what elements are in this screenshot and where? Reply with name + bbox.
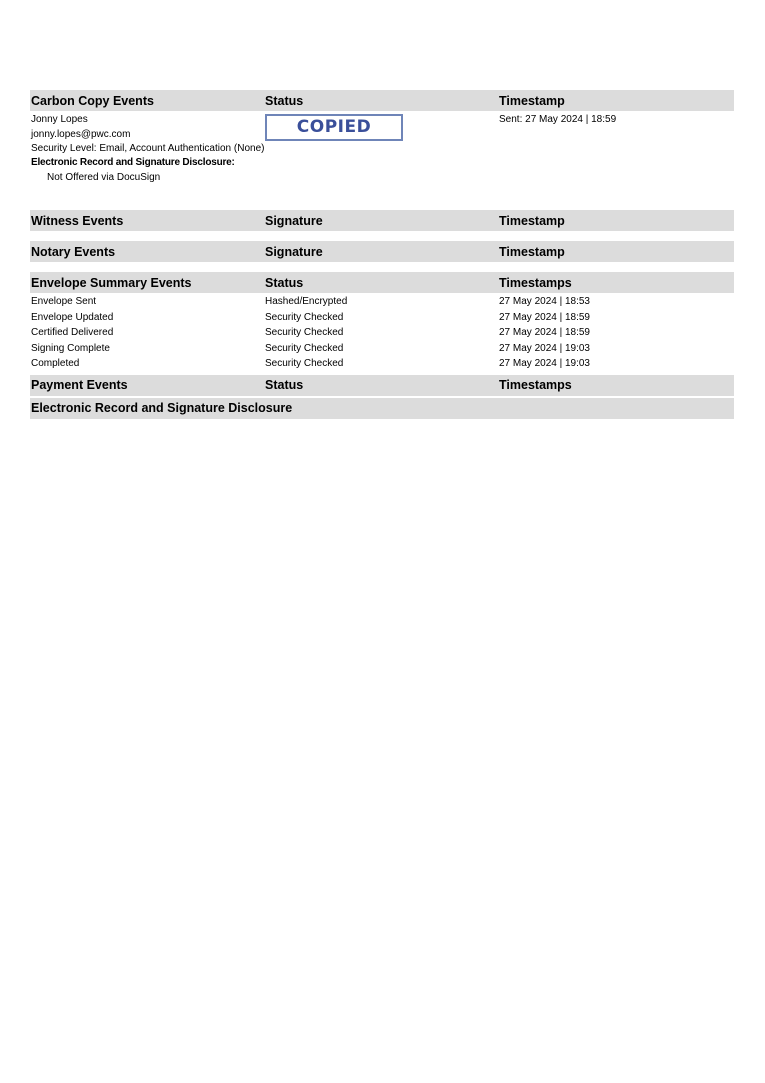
table-row	[30, 294, 734, 310]
status-column-header: Status	[265, 378, 304, 392]
copied-stamp: COPIED	[265, 114, 403, 141]
timestamp-cell	[499, 113, 734, 207]
table-row	[30, 356, 734, 372]
notary-events-title: Notary Events	[31, 244, 116, 259]
timestamps-column-header: Timestamps	[499, 378, 572, 392]
event-name: Envelope Updated	[31, 311, 114, 323]
table-row	[30, 325, 734, 341]
recipient-details	[30, 113, 265, 207]
disclosure-section-header	[30, 398, 734, 419]
timestamp-column-header: Timestamp	[499, 93, 565, 108]
disclosure-label: Electronic Record and Signature Disclosure:	[31, 157, 235, 168]
signature-column-header: Signature	[265, 213, 323, 228]
event-status: Security Checked	[265, 342, 344, 354]
event-status: Security Checked	[265, 358, 344, 370]
table-row	[30, 341, 734, 357]
signature-column-header: Signature	[265, 244, 323, 259]
recipient-email: jonny.lopes@pwc.com	[31, 128, 131, 140]
disclosure-section-title: Electronic Record and Signature Disclosure	[31, 401, 293, 415]
envelope-summary-rows	[30, 293, 734, 372]
event-name: Signing Complete	[31, 342, 110, 354]
event-name: Completed	[31, 358, 80, 370]
timestamp-column-header: Timestamp	[499, 244, 565, 259]
status-column-header: Status	[265, 275, 304, 290]
carbon-copy-title: Carbon Copy Events	[31, 93, 154, 108]
event-timestamp: 27 May 2024 | 18:53	[499, 296, 590, 308]
event-timestamp: 27 May 2024 | 18:59	[499, 327, 590, 339]
carbon-copy-entry	[30, 111, 734, 207]
notary-events-header	[30, 241, 734, 262]
event-timestamp: 27 May 2024 | 18:59	[499, 311, 590, 323]
sent-timestamp: Sent: 27 May 2024 | 18:59	[499, 114, 617, 125]
witness-events-title: Witness Events	[31, 213, 124, 228]
event-status: Hashed/Encrypted	[265, 296, 348, 308]
envelope-summary-title: Envelope Summary Events	[31, 275, 192, 290]
event-name: Envelope Sent	[31, 296, 97, 308]
table-row	[30, 310, 734, 326]
payment-events-title: Payment Events	[31, 378, 128, 392]
event-status: Security Checked	[265, 311, 344, 323]
timestamp-column-header: Timestamp	[499, 213, 565, 228]
payment-events-header	[30, 375, 734, 396]
carbon-copy-header	[30, 90, 734, 111]
witness-events-header	[30, 210, 734, 231]
disclosure-value: Not Offered via DocuSign	[47, 171, 161, 183]
event-name: Certified Delivered	[31, 327, 114, 339]
status-cell	[265, 113, 499, 207]
envelope-summary-header	[30, 272, 734, 293]
timestamps-column-header: Timestamps	[499, 275, 572, 290]
recipient-name: Jonny Lopes	[31, 114, 88, 125]
event-timestamp: 27 May 2024 | 19:03	[499, 358, 590, 370]
status-column-header: Status	[265, 93, 304, 108]
security-level: Security Level: Email, Account Authentication (None)	[31, 143, 265, 154]
audit-trail	[30, 90, 734, 419]
event-status: Security Checked	[265, 327, 344, 339]
event-timestamp: 27 May 2024 | 19:03	[499, 342, 590, 354]
